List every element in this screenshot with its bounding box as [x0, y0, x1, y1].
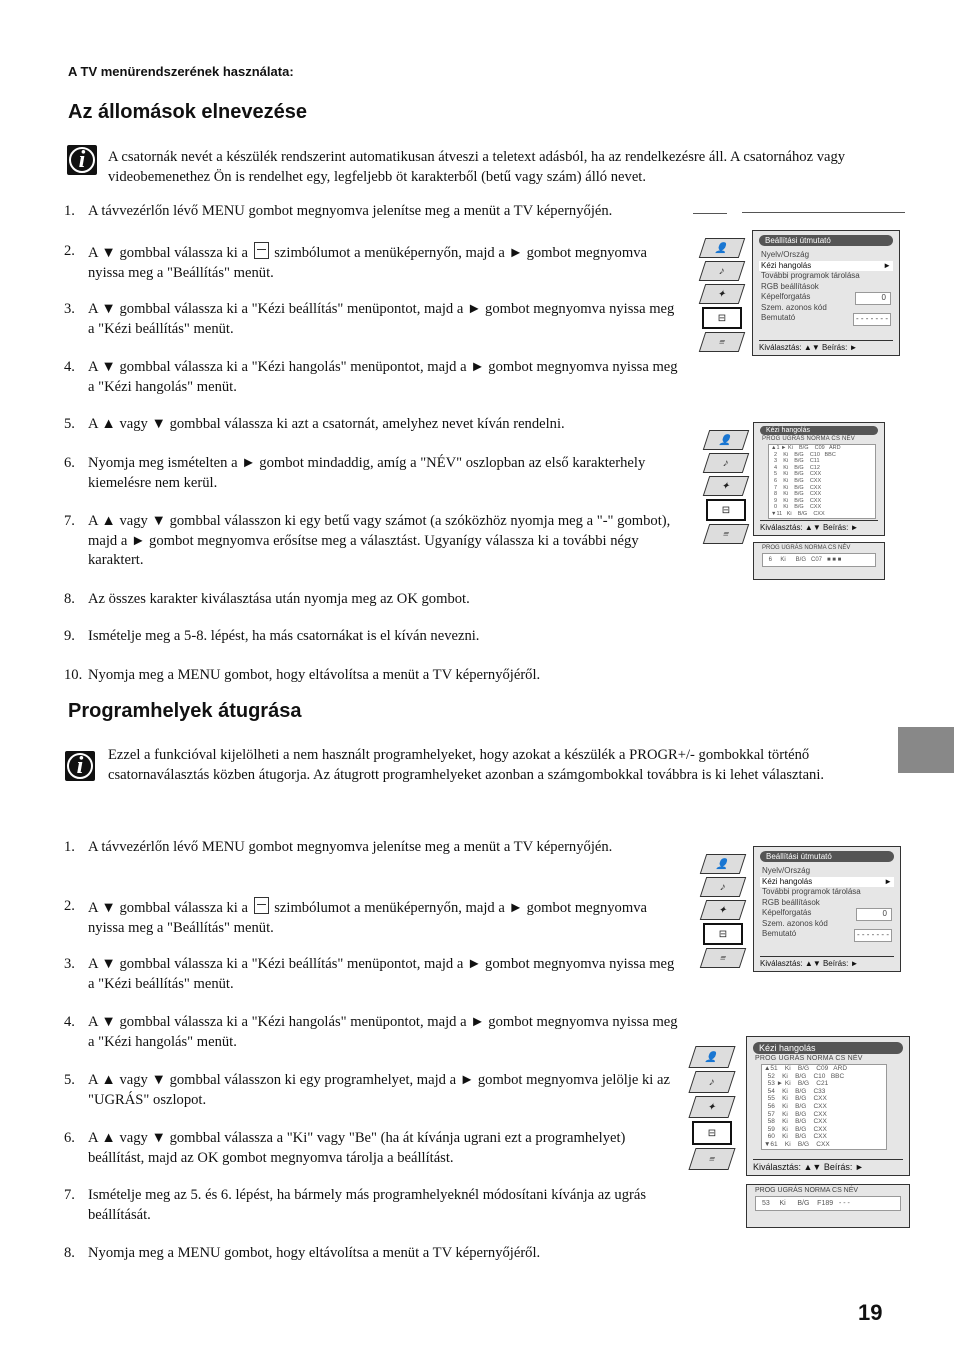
picture-icon: 👤	[688, 1046, 735, 1068]
table-row: 52 Ki B/G C10 BBC	[764, 1072, 845, 1080]
setup-menu-panel	[752, 230, 900, 356]
table-row: ▲1 ► Ki B/G C09 ARD	[771, 445, 841, 451]
sound-icon: ♪	[703, 453, 749, 473]
sound-icon: ♪	[700, 877, 746, 897]
step-item	[64, 627, 684, 647]
divider	[742, 212, 905, 213]
menu-item: Képelforgatás 0	[753, 292, 899, 303]
table-row: 60 Ki B/G CXX	[764, 1133, 827, 1141]
table-row: 53 ► Ki B/G C21	[764, 1080, 829, 1088]
menu-footer: Kiválasztás: ▲▼ Beírás: ►	[759, 340, 893, 352]
setup-icon: ⊟	[706, 499, 746, 521]
name-entry-strip	[753, 542, 885, 580]
table-header: PROG UGRÁS NORMA CS NÉV	[762, 545, 851, 551]
menu-item: Képelforgatás 0	[754, 908, 900, 919]
setup-menu-panel	[753, 846, 901, 972]
step-number: 1.	[64, 839, 75, 855]
info-icon: i	[65, 751, 95, 781]
step-item	[64, 1129, 684, 1168]
step-text: A ▲ vagy ▼ gombbal válassza ki azt a csatornát, amelyhez nevet kíván rendelni.	[88, 416, 565, 432]
step-text: Ismételje meg a 5-8. lépést, ha más csatornákat is el kíván nevezni.	[88, 628, 480, 644]
menu-item: További programok tárolása	[762, 887, 861, 896]
step-text: A távvezérlőn lévő MENU gombot megnyomva jelenítse meg a menüt a TV képernyőjén.	[88, 203, 613, 219]
step-text: A ▲ vagy ▼ gombbal válassza a "Ki" vagy "Be" (ha át kívánja ugrani ezt a programhelyet) beállítást, majd az OK gombot megnyomva tárolja a beállítást.	[88, 1130, 626, 1166]
table-row: 5 Ki B/G CXX	[771, 471, 822, 478]
table-row: 53 Ki B/G F189 - - -	[755, 1196, 901, 1211]
menu-title: Beállítási útmutató	[759, 235, 893, 246]
table-row: 59 Ki B/G CXX	[764, 1125, 827, 1133]
picture-icon: 👤	[700, 854, 746, 874]
step-number: 6.	[64, 1130, 75, 1146]
setup-icon: ⊟	[692, 1121, 732, 1145]
step-text: Az összes karakter kiválasztása után nyomja meg az OK gombot.	[88, 591, 470, 607]
channel-table	[761, 1064, 887, 1150]
step-item	[64, 1013, 684, 1052]
menu-item: RGB beállítások	[762, 897, 820, 907]
menu-item: Szem. azonos kód - - - - - - -	[753, 303, 899, 314]
step-text: Ismételje meg az 5. és 6. lépést, ha bármely más programhelyeknél módosítani kívánja az ugrás beállítását.	[88, 1187, 647, 1223]
table-row: 6 Ki B/G CXX	[771, 477, 822, 484]
menu-item: Bemutató	[761, 313, 796, 322]
sound-icon: ♪	[688, 1071, 735, 1093]
step-number: 2.	[64, 243, 75, 259]
table-row: 58 Ki B/G CXX	[764, 1118, 827, 1126]
step-number: 5.	[64, 1072, 75, 1088]
step-item	[64, 512, 684, 571]
step-text: A ▼ gombbal válassza ki a "Kézi hangolás" menüpontot, majd a ► gombot megnyomva nyissa meg a "Kézi hangolás" menüt.	[88, 1014, 678, 1050]
table-row: 4 Ki B/G C12	[771, 464, 820, 471]
step-item	[64, 1071, 684, 1110]
menu-icon-column	[703, 854, 745, 971]
step-item	[64, 897, 684, 938]
step-item	[64, 454, 684, 493]
table-row: ▲51 Ki B/G C09 ARD	[764, 1065, 848, 1072]
features-icon: ✦	[700, 900, 746, 920]
step-item	[64, 590, 684, 610]
step-number: 2.	[64, 898, 75, 914]
menu-item-highlighted: Kézi hangolás ►	[761, 260, 891, 270]
table-row: 9 Ki B/G CXX	[771, 497, 822, 504]
table-row: 54 Ki B/G C33	[764, 1087, 826, 1095]
setup-icon: ⊟	[703, 923, 743, 945]
menu-item: Nyelv/Ország	[762, 866, 811, 875]
section1-info: A csatornák nevét a készülék rendszerint automatikusan átveszi a teletext adásból, ha az rendelkezésre áll. A csatornához vagy videobemenethez Ön is rendelhet egy, legfeljebb öt karakterből (betű vagy szám) álló nevet.	[108, 149, 846, 185]
step-number: 5.	[64, 416, 75, 432]
menu-title: Kézi hangolás	[753, 1042, 903, 1054]
picture-icon: 👤	[699, 238, 745, 258]
step-item	[64, 666, 684, 686]
menu-icon-column	[692, 1046, 734, 1173]
table-row: ▼11 Ki B/G CXX	[771, 510, 825, 517]
divider	[693, 213, 727, 214]
tuning-menu-panel	[746, 1036, 910, 1176]
table-row: 2 Ki B/G C10 BBC	[771, 451, 836, 458]
menu-item: Bemutató	[762, 929, 797, 938]
table-header: PROG UGRÁS NORMA CS NÉV	[755, 1187, 859, 1194]
section1-title: Az állomások elnevezése	[68, 101, 308, 123]
step-number: 7.	[64, 513, 75, 529]
skip-entry-strip	[746, 1184, 910, 1228]
chapter-tab	[898, 727, 954, 773]
menu-item: További programok tárolása	[761, 271, 860, 280]
setup-symbol-icon	[254, 897, 269, 914]
menu-item: Nyelv/Ország	[761, 250, 810, 259]
step-number: 10.	[64, 667, 83, 683]
step-item	[64, 1186, 684, 1225]
step-item	[64, 415, 684, 435]
table-row: 8 Ki B/G CXX	[771, 491, 822, 498]
step-text: Nyomja meg a MENU gombot, hogy eltávolítsa a menüt a TV képernyőjéről.	[88, 1245, 541, 1261]
menu-footer: Kiválasztás: ▲▼ Beírás: ►	[760, 520, 878, 532]
setup-icon: ⊟	[702, 307, 742, 329]
section2-info: Ezzel a funkcióval kijelölheti a nem használt programhelyeket, hogy azokat a készülék a PROGR+/- gombokkal történő csatornaválasztás közben átugorja. Az átugrott programhelyeket azonban a számgombokkal továbbra is ki lehet választani.	[108, 747, 825, 783]
step-text: A ▲ vagy ▼ gombbal válasszon ki egy betű vagy számot (a szóközhöz nyomja meg a "-" gombot), majd a ► gombot megnyomva erősítse meg a választást. Ugyanígy válassza ki a további négy karaktert.	[88, 513, 671, 568]
step-number: 1.	[64, 203, 75, 219]
step-item	[64, 242, 684, 283]
preset-icon: ≡	[699, 332, 745, 352]
menu-title: Beállítási útmutató	[760, 851, 894, 862]
page-number: 19	[858, 1300, 883, 1325]
menu-footer: Kiválasztás: ▲▼ Beírás: ►	[753, 1159, 903, 1172]
step-text: A ▼ gombbal válassza ki a "Kézi beállítás" menüpontot, majd a ► gombot megnyomva nyissa meg a "Kézi beállítás" menüt.	[88, 956, 675, 992]
menu-footer: Kiválasztás: ▲▼ Beírás: ►	[760, 956, 894, 968]
table-row: 55 Ki B/G CXX	[764, 1095, 827, 1103]
step-text: A ▼ gombbal válassza ki a "Kézi hangolás" menüpontot, majd a ► gombot megnyomva nyissa meg a "Kézi hangolás" menüt.	[88, 359, 678, 395]
table-row: 56 Ki B/G CXX	[764, 1102, 827, 1110]
menu-icon-column	[706, 430, 748, 547]
table-row: 7 Ki B/G CXX	[771, 484, 822, 491]
picture-icon: 👤	[703, 430, 749, 450]
features-icon: ✦	[688, 1096, 735, 1118]
features-icon: ✦	[699, 284, 745, 304]
table-row: ▼61 Ki B/G CXX	[764, 1140, 830, 1148]
preset-icon: ≡	[688, 1148, 735, 1170]
step-number: 7.	[64, 1187, 75, 1203]
sound-icon: ♪	[699, 261, 745, 281]
features-icon: ✦	[703, 476, 749, 496]
setup-symbol-icon	[254, 242, 269, 259]
step-text: A ▼ gombbal válassza ki a szimbólumot a menüképernyőn, majd a ► gombot megnyomva nyissa meg a "Beállítás" menüt.	[88, 897, 684, 938]
step-text: Nyomja meg a MENU gombot, hogy eltávolítsa a menüt a TV képernyőjéről.	[88, 667, 541, 683]
step-number: 6.	[64, 455, 75, 471]
step-text: Nyomja meg ismételten a ► gombot mindaddig, amíg a "NÉV" oszlopban az első karakterhely kiemelésre nem kerül.	[88, 455, 646, 491]
menu-item: Szem. azonos kód - - - - - - -	[754, 919, 900, 930]
tuning-menu-panel	[753, 422, 885, 536]
step-number: 4.	[64, 1014, 75, 1030]
step-item	[64, 358, 684, 397]
step-text: A ▼ gombbal válassza ki a "Kézi beállítás" menüpontot, majd a ► gombot megnyomva nyissa meg a "Kézi beállítás" menüt.	[88, 301, 675, 337]
preset-icon: ≡	[703, 524, 749, 544]
channel-table	[768, 444, 876, 519]
section2-title: Programhelyek átugrása	[68, 700, 302, 722]
step-number: 9.	[64, 628, 75, 644]
menu-item: RGB beállítások	[761, 281, 819, 291]
table-header: PROG UGRÁS NORMA CS NÉV	[762, 436, 855, 442]
step-number: 4.	[64, 359, 75, 375]
preset-icon: ≡	[700, 948, 746, 968]
table-row: 0 Ki B/G CXX	[771, 504, 822, 511]
step-number: 3.	[64, 956, 75, 972]
step-item	[64, 1244, 684, 1264]
step-item	[64, 300, 684, 339]
step-text: A távvezérlőn lévő MENU gombot megnyomva jelenítse meg a menüt a TV képernyőjén.	[88, 839, 613, 855]
table-row: 3 Ki B/G C11	[771, 458, 820, 465]
table-header: PROG UGRÁS NORMA CS NÉV	[755, 1055, 863, 1062]
table-row: 57 Ki B/G CXX	[764, 1110, 827, 1118]
info-icon: i	[67, 145, 97, 175]
step-item	[64, 955, 684, 994]
menu-title: Kézi hangolás	[760, 426, 878, 435]
step-text: A ▼ gombbal válassza ki a szimbólumot a menüképernyőn, majd a ► gombot megnyomva nyissa meg a "Beállítás" menüt.	[88, 242, 684, 283]
step-number: 8.	[64, 591, 75, 607]
menu-item-highlighted: Kézi hangolás ►	[762, 876, 892, 886]
step-number: 3.	[64, 301, 75, 317]
step-text: A ▲ vagy ▼ gombbal válasszon ki egy programhelyet, majd a ► gombot megnyomva jelölje ki az "UGRÁS" oszlopot.	[88, 1072, 670, 1108]
step-number: 8.	[64, 1245, 75, 1261]
running-header: A TV menürendszerének használata:	[68, 64, 294, 79]
step-item	[64, 202, 684, 222]
table-row: 6 Ki B/G C07 ■ ■ ■	[762, 553, 876, 567]
step-item	[64, 838, 684, 858]
menu-icon-column	[702, 238, 744, 355]
